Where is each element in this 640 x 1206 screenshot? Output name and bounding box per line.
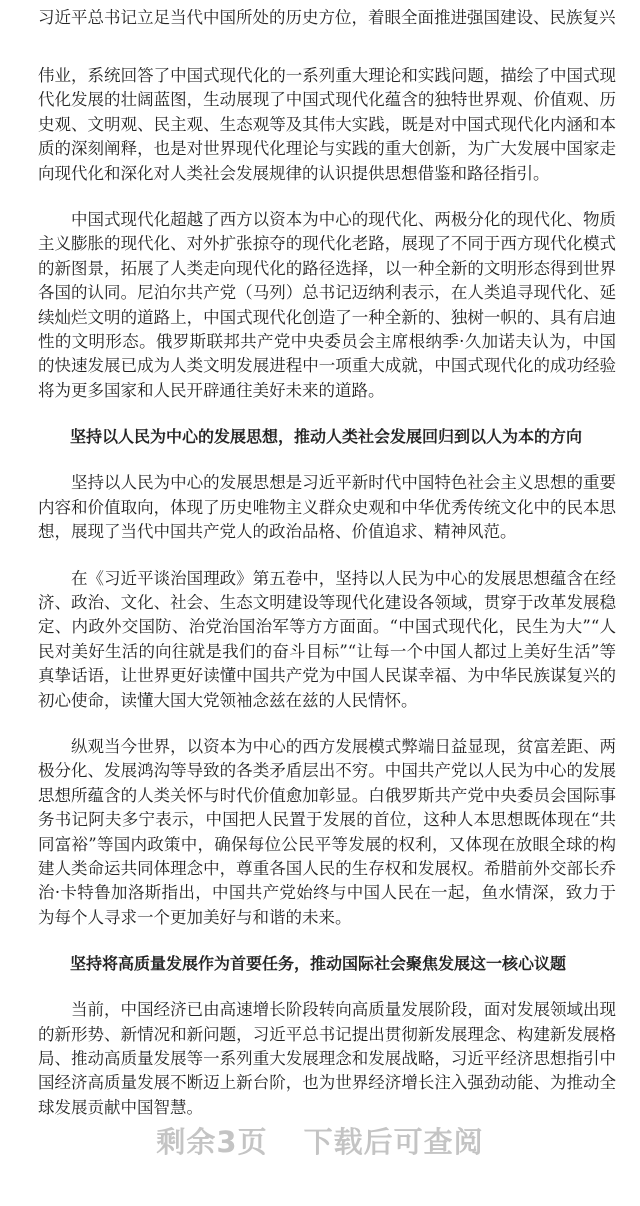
section-heading-2: 坚持将高质量发展作为首要任务，推动国际社会聚焦发展这一核心议题 (70, 954, 567, 974)
paragraph-3: 坚持以人民为中心的发展思想是习近平新时代中国特色社会主义思想的重要内容和价值取向，体现了历史唯物主义群众史观和中华优秀传统文化中的民本思想，展现了当代中国共产党人的政治品格、价值追求、精神风范。 (38, 473, 616, 542)
paragraph-4: 在《习近平谈治国理政》第五卷中，坚持以人民为中心的发展思想蕴含在经济、政治、文化、社会、生态文明建设等现代化建设各领域，贯穿于改革发展稳定、内政外交国防、治党治国治军等方方面面。“中国式现代化，民生为大”“人民对美好生活的向往就是我们的奋斗目标”“让每一个中国人都过上美好生活”等真挚话语，让世界更好读懂中国共产党为中国人民谋幸福、为中华民族谋复兴的初心使命，读懂大国大党领袖念兹在兹的人民情怀。 (38, 568, 616, 710)
section-heading-1: 坚持以人民为中心的发展思想，推动人类社会发展回归到以人为本的方向 (70, 427, 583, 447)
paragraph-5: 纵观当今世界，以资本为中心的西方发展模式弊端日益显现，贫富差距、两极分化、发展鸿沟等导致的各类矛盾层出不穷。中国共产党以人民为中心的发展思想所蕴含的人类关怀与时代价值愈加彰显。白俄罗斯共产党中央委员会国际事务书记阿夫多宁表示，中国把人民置于发展的首位，这种人本思想既体现在“共同富裕”等国内政策中，确保每位公民平等发展的权利，又体现在放眼全球的构建人类命运共同体理念中，尊重各国人民的生存权和发展权。希腊前外交部长乔治·卡特鲁加洛斯指出，中国共产党始终与中国人民在一起，鱼水情深，致力于为每个人寻求一个更加美好与和谐的未来。 (38, 736, 616, 927)
remaining-pages-label: 剩余3页 (156, 1125, 268, 1159)
download-hint-label: 下载后可查阅 (303, 1125, 484, 1159)
document-body (38, 64, 616, 1142)
paragraph-6: 当前，中国经济已由高速增长阶段转向高质量发展阶段，面对发展领域出现的新形势、新情况和新问题，习近平总书记提出贯彻新发展理念、构建新发展格局、推动高质量发展等一系列重大发展理念和发展战略，习近平经济思想指引中国经济高质量发展不断迈上新台阶，也为世界经济增长注入强劲动能、为推动全球发展贡献中国智慧。 (38, 1000, 616, 1117)
download-prompt[interactable] (0, 1120, 640, 1161)
truncated-top-line: 习近平总书记立足当代中国所处的历史方位，着眼全面推进强国建设、民族复兴 (38, 8, 616, 27)
paragraph-2: 中国式现代化超越了西方以资本为中心的现代化、两极分化的现代化、物质主义膨胀的现代化、对外扩张掠夺的现代化老路，展现了不同于西方现代化模式的新图景，拓展了人类走向现代化的路径选择，以一种全新的文明形态得到世界各国的认同。尼泊尔共产党（马列）总书记迈纳利表示，在人类追寻现代化、延续灿烂文明的道路上，中国式现代化创造了一种全新的、独树一帜的、具有启迪性的文明形态。俄罗斯联邦共产党中央委员会主席根纳季·久加诺夫认为，中国的快速发展已成为人类文明发展进程中一项重大成就，中国式现代化的成功经验将为更多国家和人民开辟通往美好未来的道路。 (38, 210, 616, 400)
paragraph-1: 伟业，系统回答了中国式现代化的一系列重大理论和实践问题，描绘了中国式现代化发展的壮阔蓝图，生动展现了中国式现代化蕴含的独特世界观、价值观、历史观、文明观、民主观、生态观等及其伟大实践，既是对中国式现代化内涵和本质的深刻阐释，也是对世界现代化理论与实践的重大创新，为广大发展中国家走向现代化和深化对人类社会发展规律的认识提供思想借鉴和路径指引。 (38, 66, 616, 183)
